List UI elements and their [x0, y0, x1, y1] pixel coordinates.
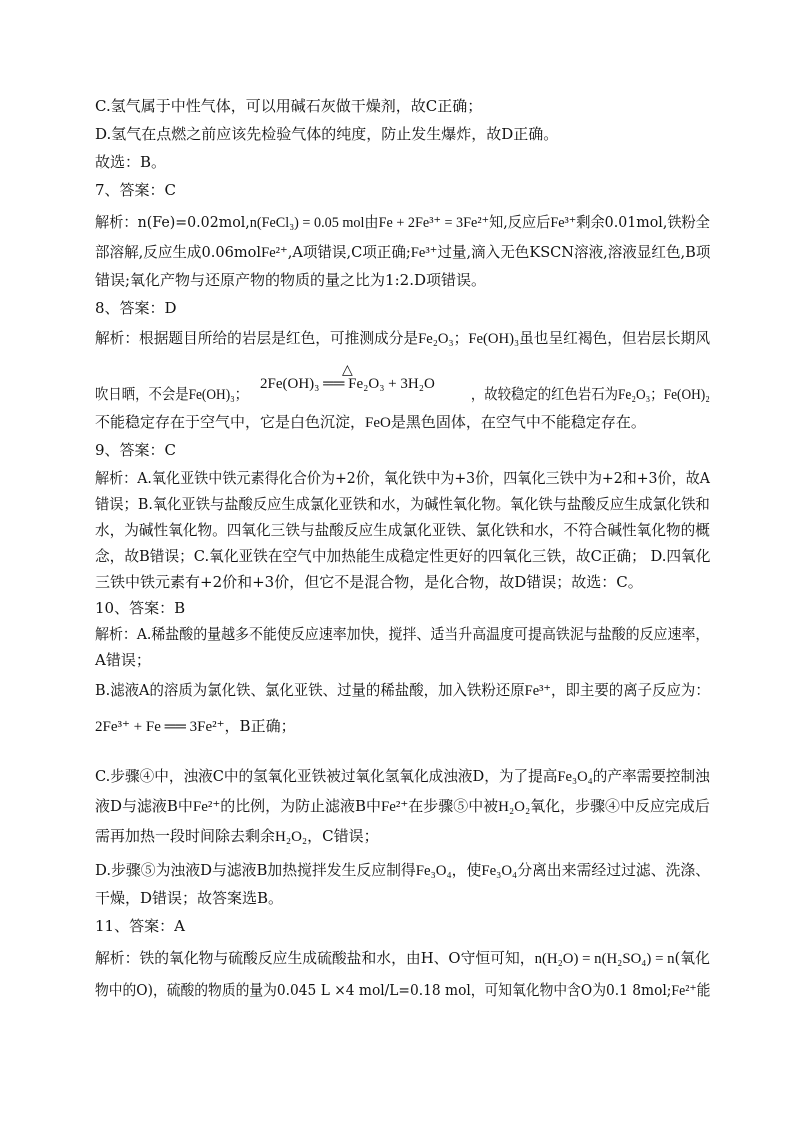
equation-text: 2Fe(OH)₃ ══ Fe₂O₃ + 3H₂O: [260, 376, 435, 392]
formula: Fe²⁺: [261, 245, 288, 261]
text-line: 部溶解,反应生成0.06molFe²⁺,A项错误,C项正确;Fe³⁺过量,滴入无色KSCN溶液,溶液显红色,B项: [95, 243, 711, 261]
text-line: 干燥，D错误；故答案选B。: [95, 889, 284, 907]
text-line: 解析：根据题目所给的岩层是红色，可推测成分是Fe₂O₃；Fe(OH)₃虽也呈红褐色，但岩层长期风: [95, 329, 711, 347]
formula: Fe²⁺: [380, 799, 409, 815]
formula: Fe²⁺: [192, 799, 221, 815]
text-line: 解析：铁的氧化物与硫酸反应生成硫酸盐和水，由H、O守恒可知，n(H₂O) = n(H₂SO₄) = n(氧化: [95, 949, 710, 967]
answer-heading-11: 11、答案：A: [95, 917, 185, 935]
answer-heading-10: 10、答案：B: [95, 599, 186, 617]
text-line: D.步骤⑤为浊液D与滤液B加热搅拌发生反应制得Fe₃O₄，使Fe₃O₄分离出来需经过过滤、洗涤、: [95, 861, 711, 879]
formula: Fe²⁺: [671, 983, 697, 999]
formula: FeO: [365, 415, 391, 431]
formula: H₂O₂: [275, 829, 308, 845]
text-line: 需再加热一段时间除去剩余H₂O₂，C错误；: [95, 827, 379, 845]
formula: Fe³⁺: [410, 245, 438, 261]
answer-heading-9: 9、答案：C: [95, 441, 177, 459]
formula: Fe(OH)₃: [468, 331, 520, 347]
text-line: 解析：A.氧化亚铁中铁元素得化合价为+2价，氧化铁中为+3价，四氧化三铁中为+2和+3价，故A: [95, 469, 710, 487]
formula: Fe₃O₄: [415, 863, 452, 879]
text-line: C.氢气属于中性气体，可以用碱石灰做干燥剂，故C正确；: [95, 97, 483, 115]
text-line: 不能稳定存在于空气中，它是白色沉淀，FeO是黑色固体，在空气中不能稳定存在。: [95, 413, 646, 431]
text-line: 水，为碱性氧化物。四氧化三铁与盐酸反应生成氯化亚铁、氯化铁和水，不符合碱性氧化物的概: [95, 521, 710, 539]
formula: n(FeCl₃) = 0.05 mol: [249, 215, 365, 231]
formula: Fe³⁺: [550, 215, 577, 231]
text-line: A错误；: [95, 651, 151, 669]
formula: 2Fe³⁺ + Fe ══ 3Fe²⁺: [95, 719, 225, 735]
answer-heading-7: 7、答案：C: [95, 181, 177, 199]
formula: Fe + 2Fe³⁺ = 3Fe²⁺: [378, 215, 490, 231]
text-line: 吹日晒，不会是Fe(OH)₃； ，故较稳定的红色岩石为Fe₂O₃；Fe(OH)₂: [95, 385, 710, 403]
text-line: C.步骤④中，浊液C中的氢氧化亚铁被过氧化氢氧化成浊液D，为了提高Fe₃O₄的产率需要控制浊: [95, 767, 710, 785]
text-line: 故选：B。: [95, 153, 167, 171]
answer-heading-8: 8、答案：D: [95, 299, 177, 317]
text-line: 2Fe³⁺ + Fe ══ 3Fe²⁺，B正确；: [95, 717, 296, 735]
text-line: 念，故B错误；C.氧化亚铁在空气中加热能生成稳定性更好的四氧化三铁，故C正确； D.四氧化: [95, 547, 711, 565]
heat-symbol: △: [342, 363, 353, 378]
formula: H₂O₂: [498, 799, 531, 815]
text-line: B.滤液A的溶质为氯化铁、氯化亚铁、过量的稀盐酸，加入铁粉还原Fe³⁺，即主要的离子反应为：: [95, 681, 710, 699]
formula: Fe₂O₃: [418, 331, 454, 347]
formula: Fe(OH)₃: [188, 387, 235, 403]
text-line: 错误；B.氧化亚铁与盐酸反应生成氯化亚铁和水，为碱性氧化物。氧化铁与盐酸反应生成氯化铁和: [95, 495, 710, 513]
formula: Fe₃O₄: [481, 863, 518, 879]
text-line: 液D与滤液B中Fe²⁺的比例，为防止滤液B中Fe²⁺在步骤⑤中被H₂O₂氧化，步骤④中反应完成后: [95, 797, 710, 815]
formula: Fe₂O₃: [617, 387, 651, 403]
text-line: 错误;氧化产物与还原产物的物质的量之比为1:2.D项错误。: [95, 271, 486, 289]
text-line: D.氢气在点燃之前应该先检验气体的纯度，防止发生爆炸，故D正确。: [95, 125, 559, 143]
text-line: 解析：n(Fe)=0.02mol,n(FeCl₃) = 0.05 mol由Fe + 2Fe³⁺ = 3Fe²⁺知,反应后Fe³⁺剩余0.01mol,铁粉全: [95, 213, 710, 231]
formula: n(H₂O) = n(H₂SO₄) = n: [534, 951, 675, 967]
formula: Fe₃O₄: [557, 769, 593, 785]
text-line: 物中的O)，硫酸的物质的量为0.045 L ×4 mol/L=0.18 mol，可知氧化物中含O为0.1 8mol;Fe²⁺能: [95, 981, 711, 999]
text-line: 三铁中铁元素有+2价和+3价，但它不是混合物，是化合物，故D错误；故选：C。: [95, 573, 643, 591]
text-line: 解析：A.稀盐酸的量越多不能使反应速率加快，搅拌、适当升高温度可提高铁泥与盐酸的反应速率，: [95, 625, 710, 643]
formula: Fe³⁺: [524, 683, 552, 699]
formula: Fe(OH)₂: [663, 387, 710, 403]
